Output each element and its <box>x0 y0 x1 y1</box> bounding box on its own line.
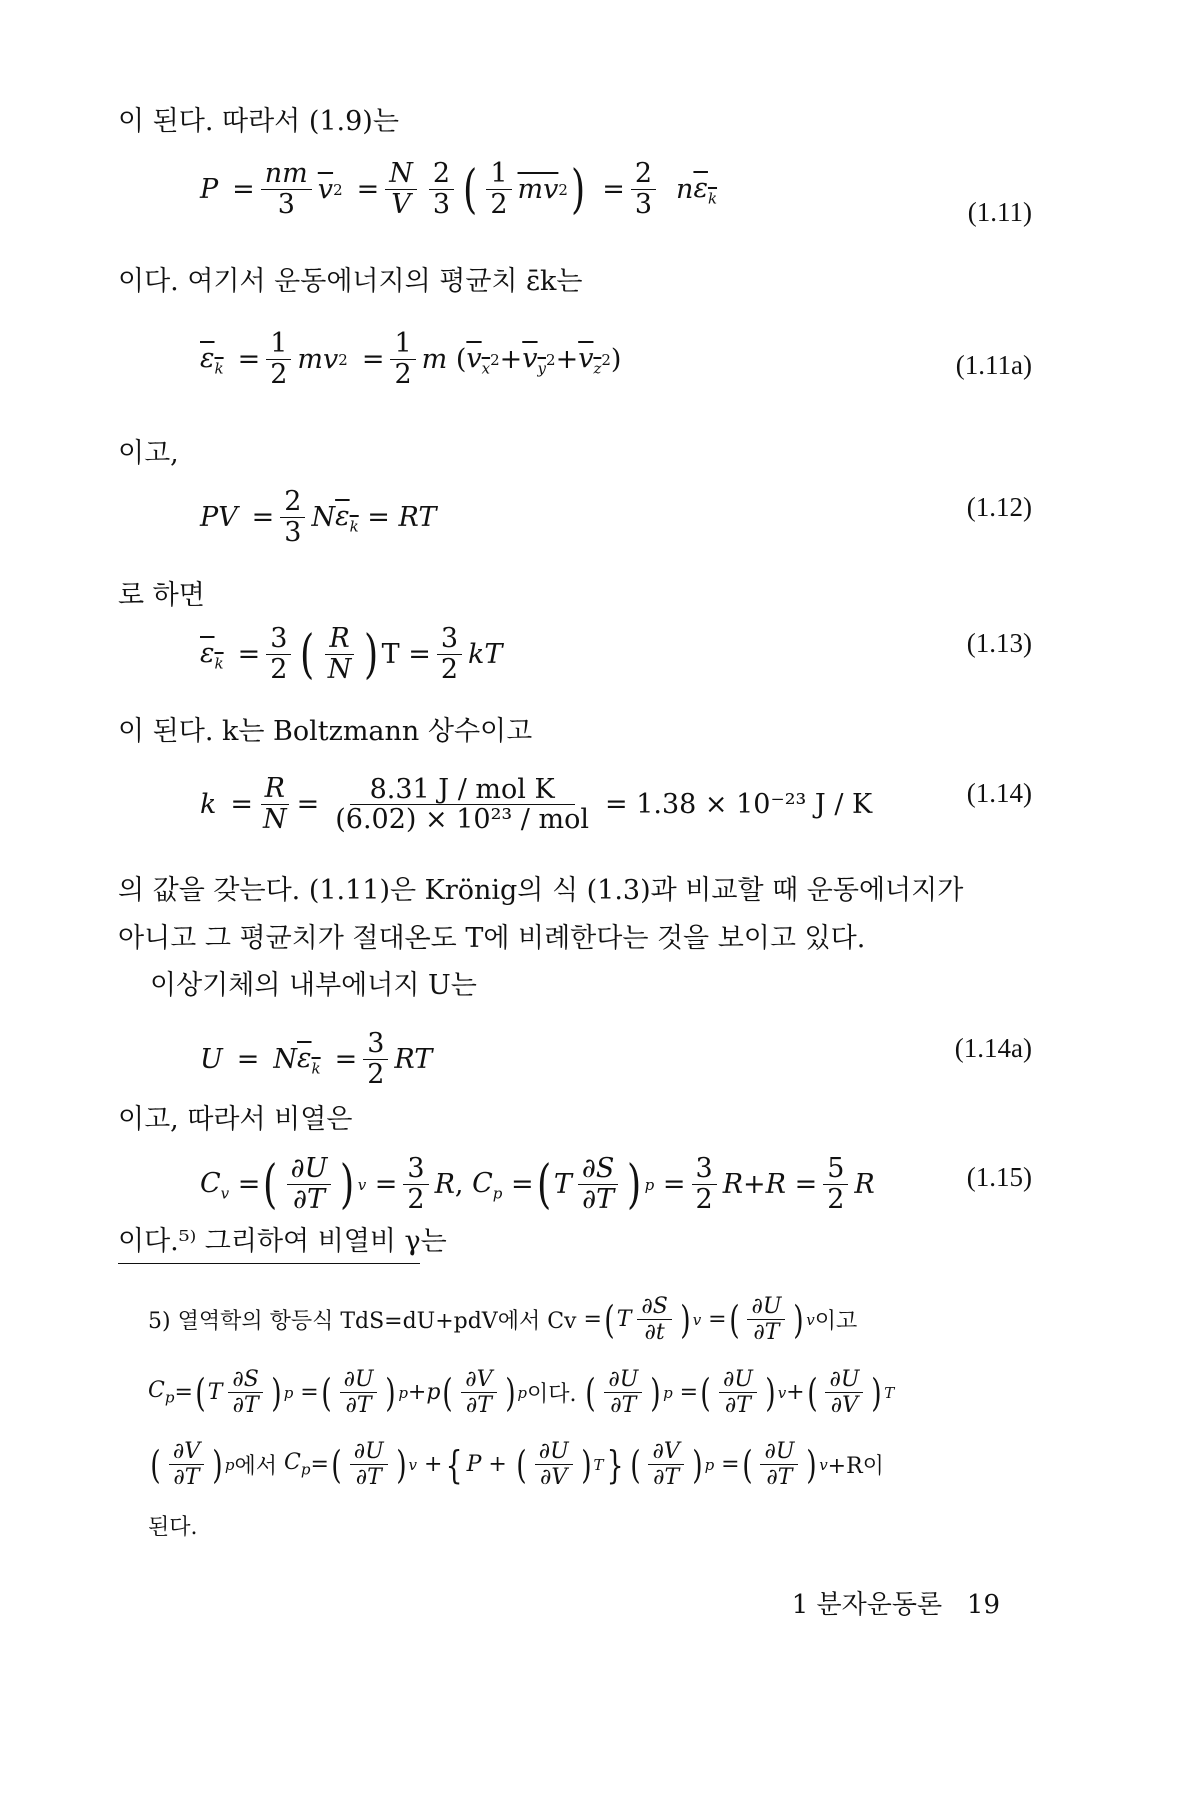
equation-number-1-14a: (1.14a) <box>954 1033 1032 1063</box>
footnote-line-4: 된다. <box>148 1515 198 1540</box>
equation-1-14a: U = N $\varepsilon_k$ = $\frac{3}{2}$ RT <box>200 1028 433 1091</box>
footnote-line-2-tail: 이다. <box>526 1382 577 1408</box>
text-line-intro-2: 이다. 여기서 운동에너지의 평균치 ε̄k는 <box>118 266 583 297</box>
equation-1-13: $\varepsilon_k$ = $\frac{3}{2}$ ( $\frac{R}{N}$ ) T = $\frac{3}{2}$ kT <box>200 623 503 686</box>
text-line-intro-5: 이 된다. k는 Boltzmann 상수이고 <box>118 716 533 747</box>
footnote-line-1: 5) 열역학의 항등식 TdS=dU+pdV에서 Cv = ( T $\frac{\partial S}{\partial t}$ ) v = ( $\frac{\partial U}{\partial T}$ ) v 이고 <box>148 1294 858 1346</box>
footnote-line-3-prefix: 에서 <box>234 1454 278 1480</box>
page-footer <box>792 1584 1000 1621</box>
k-numerator: 8.31 J / mol K <box>350 776 575 805</box>
footnote-line-2: $C_p$ = ( T $\frac{\partial S}{\partial T}$ ) p = ( $\frac{\partial U}{\partial T}$ ) p + p ( $\frac{\partial V}{\partial T}$ ) p 이다. ( $\frac{\partial U}{\partial T}$ ) p = ( $\frac{\partial U}{\partial T}$ ) v + ( $\frac{\partial U}{\partial V}$ ) T <box>148 1367 895 1419</box>
text-line-paragraph-3: 이상기체의 내부에너지 U는 <box>150 970 477 1001</box>
text-line-intro-3: 이고, <box>118 438 179 469</box>
equation-number-1-12: (1.12) <box>966 492 1032 522</box>
page-number: 19 <box>966 1590 1000 1620</box>
equation-number-1-13: (1.13) <box>966 628 1032 658</box>
text-line-intro-4: 로 하면 <box>118 580 205 611</box>
footnote-divider <box>118 1263 420 1264</box>
equation-number-1-11: (1.11) <box>967 197 1032 227</box>
equation-1-15: $C_v$ = ( $\frac{\partial U}{\partial T}$ ) v = $\frac{3}{2}$ R , $C_p$ = ( T $\frac{\partial S}{\partial T}$ ) p = $\frac{3}{2}$ R + R = $\frac{5}{2}$ R <box>200 1153 875 1216</box>
equation-1-11a: $\varepsilon_k$ = $\frac{1}{2}$ mv 2 = $\frac{1}{2}$ m ( $v_x$ 2 + $v_y$ 2 + $v_z$ 2 ) <box>200 328 622 391</box>
equation-1-11: P = $\frac{nm}{3}$ $\overline{v}$ 2 = $\frac{N}{V}$ $\frac{2}{3}$ ( $\frac{1}{2}$ $\overline{mv}$ 2 ) = $\frac{2}{3}$ n $\varepsilon_k$ <box>200 158 718 221</box>
equation-number-1-15: (1.15) <box>966 1162 1032 1192</box>
footnote-line-3: ( $\frac{\partial V}{\partial T}$ ) p 에서 $C_p$ = ( $\frac{\partial U}{\partial T}$ ) v + { P + ( $\frac{\partial U}{\partial V}$ ) T } ( $\frac{\partial V}{\partial T}$ ) p = ( $\frac{\partial U}{\partial T}$ ) v +R이 <box>150 1439 884 1491</box>
k-value: = 1.38 × 10⁻²³ J / K <box>604 789 873 821</box>
chapter-title: 1 분자운동론 <box>791 1590 943 1620</box>
text-line-intro-7: 이다.⁵⁾ 그리하여 비열비 γ는 <box>118 1226 447 1257</box>
equation-1-12: PV = $\frac{2}{3}$ N $\varepsilon_k$ = RT <box>200 486 437 549</box>
text-line-paragraph-2: 아니고 그 평균치가 절대온도 T에 비례한다는 것을 보이고 있다. <box>118 923 866 954</box>
text-line-paragraph-1: 의 값을 갖는다. (1.11)은 Krönig의 식 (1.3)과 비교할 때 운동에너지가 <box>118 875 964 906</box>
equation-1-14: k = $\frac{R}{N}$ = $\frac{\text{8.31 J / mol K}}{\text{(6.02) × 10²³ / mol}}$ = 1.38 × 10⁻²³ J / K <box>200 773 873 836</box>
footnote-line-3-tail: +R이 <box>827 1454 884 1480</box>
equation-number-1-14: (1.14) <box>966 778 1032 808</box>
text-line-intro-1: 이 된다. 따라서 (1.9)는 <box>118 106 399 137</box>
footnote-line-1-prefix: 5) 열역학의 항등식 TdS=dU+pdV에서 Cv <box>148 1309 577 1335</box>
k-denominator: (6.02) × 10²³ / mol <box>335 803 589 835</box>
text-line-intro-6: 이고, 따라서 비열은 <box>118 1104 353 1135</box>
equation-number-1-11a: (1.11a) <box>955 350 1032 380</box>
